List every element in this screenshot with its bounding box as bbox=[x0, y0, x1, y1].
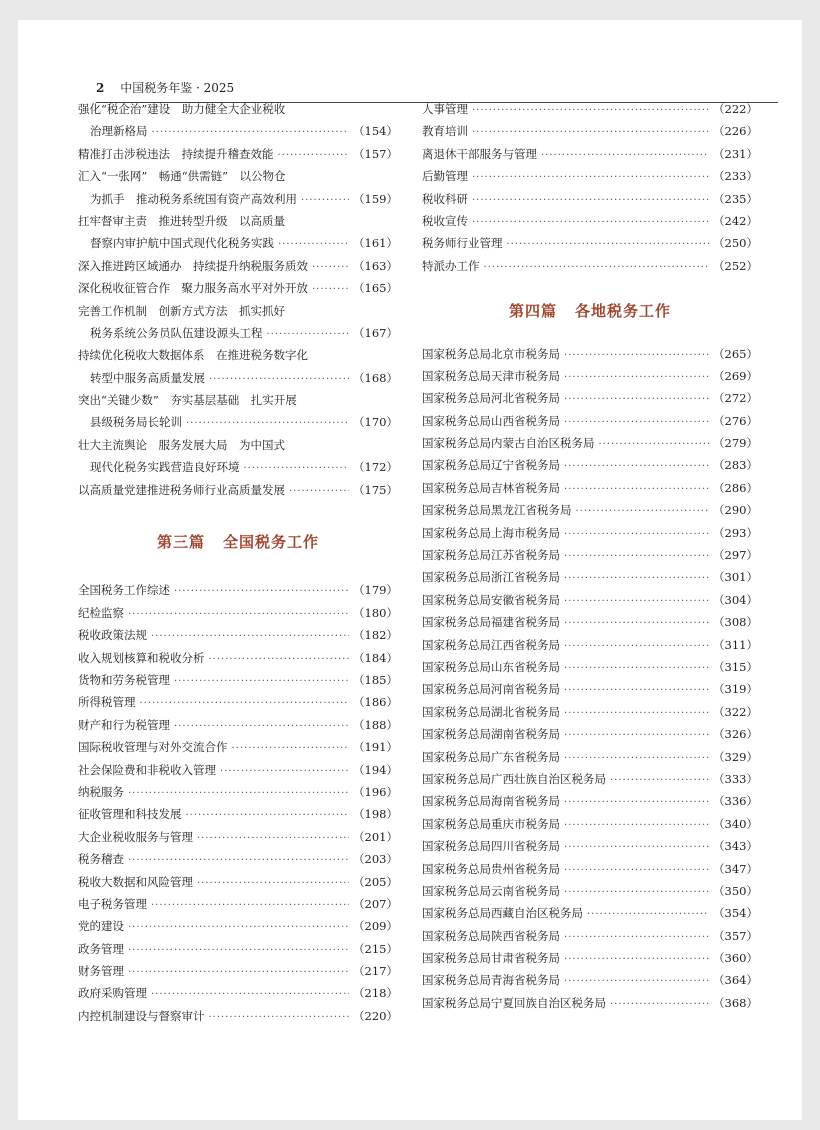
toc-entry-page: （182） bbox=[353, 628, 398, 643]
dot-leader bbox=[186, 413, 349, 435]
toc-entry-title: 纪检监察 bbox=[78, 605, 124, 620]
dot-leader bbox=[564, 949, 709, 971]
toc-entry[interactable] bbox=[422, 477, 758, 499]
toc-entry[interactable] bbox=[422, 723, 758, 745]
toc-part4-entries bbox=[422, 343, 758, 1015]
toc-entry[interactable] bbox=[78, 893, 398, 915]
toc-entry-page: （157） bbox=[353, 146, 398, 161]
dot-leader bbox=[301, 190, 349, 212]
toc-entry-title: 国家税务总局安徽省税务局 bbox=[422, 592, 560, 607]
toc-entry-title: 现代化税务实践营造良好环境 bbox=[90, 460, 240, 475]
toc-entry-page: （209） bbox=[353, 919, 398, 934]
toc-entry-page: （315） bbox=[713, 659, 758, 674]
dot-leader bbox=[564, 479, 709, 501]
toc-entry-title: 深入推进跨区域通办 持续提升纳税服务质效 bbox=[78, 258, 308, 273]
toc-entry[interactable] bbox=[78, 456, 398, 478]
toc-entry[interactable] bbox=[422, 188, 758, 210]
toc-entry[interactable] bbox=[78, 781, 398, 803]
toc-entry[interactable] bbox=[422, 768, 758, 790]
toc-entry[interactable] bbox=[78, 938, 398, 960]
toc-entry-title: 党的建设 bbox=[78, 919, 124, 934]
toc-entry-page: （276） bbox=[713, 413, 758, 428]
toc-entry[interactable] bbox=[422, 947, 758, 969]
dot-leader bbox=[267, 324, 350, 346]
dot-leader bbox=[128, 604, 349, 626]
section-title: 全国税务工作 bbox=[223, 533, 320, 552]
dot-leader bbox=[289, 481, 349, 503]
toc-entry-title: 税收政策法规 bbox=[78, 628, 147, 643]
toc-entry-title: 督察内审护航中国式现代化税务实践 bbox=[90, 236, 274, 251]
dot-leader bbox=[152, 122, 350, 144]
dot-leader bbox=[278, 145, 350, 167]
toc-entry[interactable] bbox=[78, 960, 398, 982]
dot-leader bbox=[576, 501, 710, 523]
toc-entry[interactable] bbox=[422, 165, 758, 187]
toc-entry-title: 财务管理 bbox=[78, 964, 124, 979]
toc-entry-title: 国家税务总局陕西省税务局 bbox=[422, 928, 560, 943]
toc-entry-title: 收入规划核算和税收分析 bbox=[78, 650, 205, 665]
toc-entry[interactable] bbox=[78, 691, 398, 713]
section-part-label: 第三篇 bbox=[156, 533, 205, 552]
toc-entry-page: （161） bbox=[353, 236, 398, 251]
dot-leader bbox=[587, 904, 709, 926]
toc-entry[interactable] bbox=[422, 387, 758, 409]
toc-entry-title: 国际税收管理与对外交流合作 bbox=[78, 740, 228, 755]
toc-entry[interactable] bbox=[78, 143, 398, 165]
dot-leader bbox=[564, 837, 709, 859]
toc-entry-page: （304） bbox=[713, 592, 758, 607]
toc-entry[interactable] bbox=[78, 759, 398, 781]
toc-entry-page: （336） bbox=[713, 794, 758, 809]
dot-leader bbox=[128, 783, 349, 805]
toc-entry-page: （354） bbox=[713, 906, 758, 921]
dot-leader bbox=[564, 345, 709, 367]
dot-leader bbox=[151, 895, 349, 917]
dot-leader bbox=[197, 873, 349, 895]
toc-entry-page: （217） bbox=[353, 964, 398, 979]
toc-entry[interactable] bbox=[422, 634, 758, 656]
toc-entry[interactable] bbox=[422, 143, 758, 165]
toc-entry-page: （185） bbox=[353, 672, 398, 687]
toc-left-column bbox=[78, 98, 398, 1027]
toc-entry-page: （329） bbox=[713, 749, 758, 764]
dot-leader bbox=[564, 568, 709, 590]
toc-entry-title: 为抓手 推动税务系统国有资产高效利用 bbox=[90, 191, 297, 206]
toc-entry-title: 县级税务局长轮训 bbox=[90, 415, 182, 430]
dot-leader bbox=[128, 962, 349, 984]
dot-leader bbox=[128, 917, 349, 939]
toc-entry[interactable] bbox=[422, 454, 758, 476]
toc-entry[interactable] bbox=[422, 544, 758, 566]
toc-entry-title: 税务稽查 bbox=[78, 852, 124, 867]
toc-entry-title: 国家税务总局青海省税务局 bbox=[422, 973, 560, 988]
dot-leader bbox=[484, 257, 710, 279]
toc-entry[interactable] bbox=[78, 411, 398, 433]
toc-entry-page: （272） bbox=[713, 391, 758, 406]
toc-entry-page: （319） bbox=[713, 682, 758, 697]
toc-entry[interactable] bbox=[422, 925, 758, 947]
toc-entry-title: 税务系统公务员队伍建设源头工程 bbox=[90, 325, 263, 340]
toc-entry-title: 特派办工作 bbox=[422, 258, 480, 273]
toc-entry-page: （205） bbox=[353, 874, 398, 889]
toc-entry-page: （286） bbox=[713, 480, 758, 495]
toc-entry[interactable] bbox=[422, 566, 758, 588]
toc-entry-line: 扛牢督审主责 推进转型升级 以高质量 bbox=[78, 213, 285, 228]
toc-entry-title: 全国税务工作综述 bbox=[78, 583, 170, 598]
toc-entry-page: （333） bbox=[713, 771, 758, 786]
toc-entry[interactable] bbox=[422, 365, 758, 387]
toc-entry[interactable] bbox=[78, 120, 398, 142]
toc-entry-line: 完善工作机制 创新方式方法 抓实抓好 bbox=[78, 303, 285, 318]
dot-leader bbox=[541, 145, 709, 167]
dot-leader bbox=[610, 770, 709, 792]
toc-entry-title: 国家税务总局山东省税务局 bbox=[422, 659, 560, 674]
toc-entry-page: （180） bbox=[353, 605, 398, 620]
toc-entry-page: （191） bbox=[353, 740, 398, 755]
toc-entry-page: （269） bbox=[713, 368, 758, 383]
dot-leader bbox=[564, 613, 709, 635]
toc-entry-page: （218） bbox=[353, 986, 398, 1001]
toc-left-entries bbox=[78, 98, 398, 501]
toc-entry[interactable] bbox=[422, 880, 758, 902]
toc-entry[interactable] bbox=[78, 479, 398, 501]
toc-entry[interactable] bbox=[422, 701, 758, 723]
toc-entry-title: 征收管理和科技发展 bbox=[78, 807, 182, 822]
dot-leader bbox=[174, 671, 349, 693]
dot-leader bbox=[209, 1007, 350, 1029]
toc-entry-title: 社会保险费和非税收入管理 bbox=[78, 762, 216, 777]
dot-leader bbox=[564, 456, 709, 478]
dot-leader bbox=[128, 940, 349, 962]
toc-entry[interactable] bbox=[78, 367, 398, 389]
dot-leader bbox=[312, 279, 349, 301]
toc-entry-title: 税收宣传 bbox=[422, 213, 468, 228]
toc-entry-title: 国家税务总局四川省税务局 bbox=[422, 839, 560, 854]
toc-entry-page: （364） bbox=[713, 973, 758, 988]
toc-entry-title: 大企业税收服务与管理 bbox=[78, 829, 193, 844]
toc-entry-title: 国家税务总局广东省税务局 bbox=[422, 749, 560, 764]
toc-entry-title: 国家税务总局浙江省税务局 bbox=[422, 570, 560, 585]
toc-entry-page: （322） bbox=[713, 704, 758, 719]
dot-leader bbox=[174, 581, 349, 603]
toc-entry-line: 突出“关键少数” 夯实基层基础 扎实开展 bbox=[78, 393, 297, 408]
toc-entry-title: 深化税收征管合作 聚力服务高水平对外开放 bbox=[78, 281, 308, 296]
toc-entry[interactable] bbox=[78, 579, 398, 601]
toc-entry-title: 国家税务总局宁夏回族自治区税务局 bbox=[422, 995, 606, 1010]
dot-leader bbox=[472, 100, 709, 122]
toc-entry-page: （340） bbox=[713, 816, 758, 831]
dot-leader bbox=[564, 524, 709, 546]
toc-entry[interactable] bbox=[422, 232, 758, 254]
dot-leader bbox=[174, 716, 349, 738]
dot-leader bbox=[128, 850, 349, 872]
toc-entry[interactable] bbox=[422, 678, 758, 700]
toc-entry[interactable] bbox=[78, 871, 398, 893]
dot-leader bbox=[564, 971, 709, 993]
toc-entry-page: （179） bbox=[353, 583, 398, 598]
dot-leader bbox=[220, 761, 349, 783]
dot-leader bbox=[564, 882, 709, 904]
toc-entry[interactable] bbox=[422, 746, 758, 768]
page-number: 2 bbox=[96, 81, 105, 95]
dot-leader bbox=[197, 828, 349, 850]
toc-entry[interactable] bbox=[422, 969, 758, 991]
toc-entry[interactable] bbox=[422, 813, 758, 835]
dot-leader bbox=[564, 367, 709, 389]
dot-leader bbox=[599, 434, 710, 456]
toc-entry-line: 汇入“一张网” 畅通“供需链” 以公物仓 bbox=[78, 169, 286, 184]
toc-entry-page: （196） bbox=[353, 784, 398, 799]
toc-entry[interactable] bbox=[422, 611, 758, 633]
toc-entry-title: 国家税务总局内蒙古自治区税务局 bbox=[422, 436, 595, 451]
dot-leader bbox=[564, 546, 709, 568]
dot-leader bbox=[140, 693, 350, 715]
toc-entry[interactable] bbox=[78, 915, 398, 937]
toc-entry-title: 国家税务总局河南省税务局 bbox=[422, 682, 560, 697]
toc-entry[interactable] bbox=[422, 589, 758, 611]
toc-entry[interactable] bbox=[78, 669, 398, 691]
toc-entry-page: （154） bbox=[353, 124, 398, 139]
toc-entry-title: 后勤管理 bbox=[422, 169, 468, 184]
dot-leader bbox=[564, 389, 709, 411]
toc-entry-page: （290） bbox=[713, 503, 758, 518]
toc-entry-title: 国家税务总局北京市税务局 bbox=[422, 346, 560, 361]
toc-entry[interactable] bbox=[78, 736, 398, 758]
dot-leader bbox=[564, 860, 709, 882]
toc-entry-title: 国家税务总局甘肃省税务局 bbox=[422, 951, 560, 966]
toc-entry-page: （215） bbox=[353, 941, 398, 956]
toc-entry-title: 内控机制建设与督察审计 bbox=[78, 1008, 205, 1023]
toc-entry-page: （188） bbox=[353, 717, 398, 732]
toc-entry-title: 国家税务总局天津市税务局 bbox=[422, 368, 560, 383]
toc-entry-title: 税务师行业管理 bbox=[422, 236, 503, 251]
toc-entry-title: 国家税务总局山西省税务局 bbox=[422, 413, 560, 428]
toc-entry-title: 国家税务总局西藏自治区税务局 bbox=[422, 906, 583, 921]
toc-entry-line: 壮大主流舆论 服务发展大局 为中国式 bbox=[78, 437, 285, 452]
dot-leader bbox=[564, 927, 709, 949]
toc-entry-title: 以高质量党建推进税务师行业高质量发展 bbox=[78, 482, 285, 497]
dot-leader bbox=[278, 234, 349, 256]
toc-entry-page: （250） bbox=[713, 236, 758, 251]
section-title: 各地税务工作 bbox=[575, 302, 672, 321]
dot-leader bbox=[472, 167, 709, 189]
toc-entry-line: 持续优化税收大数据体系 在推进税务数字化 bbox=[78, 348, 308, 363]
toc-entry-page: （165） bbox=[353, 281, 398, 296]
toc-entry[interactable] bbox=[422, 992, 758, 1014]
toc-entry[interactable] bbox=[78, 322, 398, 344]
toc-entry-page: （368） bbox=[713, 995, 758, 1010]
toc-entry[interactable] bbox=[422, 410, 758, 432]
toc-entry-title: 所得税管理 bbox=[78, 695, 136, 710]
toc-entry-page: （343） bbox=[713, 839, 758, 854]
dot-leader bbox=[564, 815, 709, 837]
toc-entry-title: 国家税务总局海南省税务局 bbox=[422, 794, 560, 809]
dot-leader bbox=[564, 680, 709, 702]
dot-leader bbox=[151, 626, 349, 648]
toc-entry-page: （297） bbox=[713, 548, 758, 563]
toc-entry-page: （163） bbox=[353, 258, 398, 273]
toc-entry[interactable] bbox=[422, 835, 758, 857]
toc-entry-title: 人事管理 bbox=[422, 102, 468, 116]
toc-entry[interactable] bbox=[422, 790, 758, 812]
toc-entry-page: （235） bbox=[713, 191, 758, 206]
toc-entry[interactable] bbox=[422, 255, 758, 277]
dot-leader bbox=[564, 412, 709, 434]
toc-entry-title: 精准打击涉税违法 持续提升稽查效能 bbox=[78, 146, 274, 161]
toc-entry-line: 强化“税企治”建设 助力健全大企业税收 bbox=[78, 102, 286, 116]
dot-leader bbox=[472, 212, 709, 234]
dot-leader bbox=[244, 458, 350, 480]
dot-leader bbox=[232, 738, 350, 760]
toc-entry[interactable] bbox=[422, 343, 758, 365]
toc-entry-page: （226） bbox=[713, 124, 758, 139]
toc-entry-title: 财产和行为税管理 bbox=[78, 717, 170, 732]
toc-entry-title: 国家税务总局湖南省税务局 bbox=[422, 727, 560, 742]
toc-entry-page: （265） bbox=[713, 346, 758, 361]
toc-entry-title: 国家税务总局吉林省税务局 bbox=[422, 480, 560, 495]
section-heading-part4 bbox=[422, 300, 758, 322]
toc-entry[interactable] bbox=[78, 826, 398, 848]
toc-entry-title: 税收大数据和风险管理 bbox=[78, 874, 193, 889]
toc-entry-page: （242） bbox=[713, 213, 758, 228]
dot-leader bbox=[564, 591, 709, 613]
dot-leader bbox=[151, 984, 349, 1006]
dot-leader bbox=[564, 748, 709, 770]
toc-entry-page: （231） bbox=[713, 146, 758, 161]
dot-leader bbox=[186, 805, 350, 827]
toc-entry-title: 国家税务总局福建省税务局 bbox=[422, 615, 560, 630]
toc-entry[interactable] bbox=[422, 656, 758, 678]
toc-entry-page: （357） bbox=[713, 928, 758, 943]
toc-entry-page: （293） bbox=[713, 525, 758, 540]
toc-entry[interactable] bbox=[422, 858, 758, 880]
dot-leader bbox=[209, 649, 350, 671]
toc-part3-entries bbox=[78, 579, 398, 1027]
toc-entry-page: （233） bbox=[713, 169, 758, 184]
toc-entry[interactable] bbox=[78, 232, 398, 254]
toc-entry-title: 国家税务总局黑龙江省税务局 bbox=[422, 503, 572, 518]
toc-entry-page: （301） bbox=[713, 570, 758, 585]
toc-entry-page: （203） bbox=[353, 852, 398, 867]
toc-entry-page: （172） bbox=[353, 460, 398, 475]
dot-leader bbox=[564, 658, 709, 680]
toc-entry-title: 教育培训 bbox=[422, 124, 468, 139]
dot-leader bbox=[507, 234, 710, 256]
toc-entry[interactable] bbox=[78, 1005, 398, 1027]
toc-entry-title: 国家税务总局辽宁省税务局 bbox=[422, 458, 560, 473]
dot-leader bbox=[564, 725, 709, 747]
toc-entry-page: （167） bbox=[353, 325, 398, 340]
toc-entry[interactable] bbox=[78, 982, 398, 1004]
dot-leader bbox=[472, 190, 709, 212]
toc-entry-title: 国家税务总局湖北省税务局 bbox=[422, 704, 560, 719]
toc-entry-title: 税收科研 bbox=[422, 191, 468, 206]
toc-entry[interactable] bbox=[78, 602, 398, 624]
toc-entry-page: （220） bbox=[353, 1008, 398, 1023]
dot-leader bbox=[312, 257, 349, 279]
toc-entry-page: （184） bbox=[353, 650, 398, 665]
toc-entry[interactable] bbox=[422, 522, 758, 544]
toc-entry-page: （311） bbox=[713, 637, 758, 652]
dot-leader bbox=[564, 792, 709, 814]
toc-entry[interactable] bbox=[422, 432, 758, 454]
toc-entry[interactable] bbox=[78, 624, 398, 646]
toc-entry-page: （175） bbox=[353, 482, 398, 497]
toc-entry-page: （201） bbox=[353, 829, 398, 844]
toc-entry-page: （194） bbox=[353, 762, 398, 777]
section-part-label: 第四篇 bbox=[508, 302, 557, 321]
dot-leader bbox=[472, 122, 709, 144]
toc-entry-title: 货物和劳务税管理 bbox=[78, 672, 170, 687]
toc-entry[interactable] bbox=[422, 210, 758, 232]
dot-leader bbox=[564, 703, 709, 725]
toc-entry-title: 政务管理 bbox=[78, 941, 124, 956]
dot-leader bbox=[610, 994, 709, 1016]
toc-entry-page: （168） bbox=[353, 370, 398, 385]
book-title: 中国税务年鉴 · 2025 bbox=[120, 81, 235, 95]
toc-entry-page: （283） bbox=[713, 458, 758, 473]
toc-right-top-entries bbox=[422, 98, 758, 277]
toc-entry-title: 国家税务总局江西省税务局 bbox=[422, 637, 560, 652]
toc-entry[interactable] bbox=[78, 188, 398, 210]
toc-entry-page: （360） bbox=[713, 951, 758, 966]
toc-entry-title: 国家税务总局重庆市税务局 bbox=[422, 816, 560, 831]
toc-entry-title: 转型中服务高质量发展 bbox=[90, 370, 205, 385]
toc-entry[interactable] bbox=[422, 499, 758, 521]
toc-entry-page: （350） bbox=[713, 883, 758, 898]
toc-entry[interactable] bbox=[78, 803, 398, 825]
toc-entry-title: 电子税务管理 bbox=[78, 896, 147, 911]
toc-entry-page: （186） bbox=[353, 695, 398, 710]
toc-entry-title: 政府采购管理 bbox=[78, 986, 147, 1001]
toc-entry-page: （198） bbox=[353, 807, 398, 822]
toc-entry-title: 纳税服务 bbox=[78, 784, 124, 799]
toc-entry-title: 国家税务总局江苏省税务局 bbox=[422, 548, 560, 563]
toc-entry-title: 国家税务总局贵州省税务局 bbox=[422, 861, 560, 876]
toc-entry-title: 离退休干部服务与管理 bbox=[422, 146, 537, 161]
toc-entry-page: （222） bbox=[713, 102, 758, 116]
toc-entry-page: （326） bbox=[713, 727, 758, 742]
toc-entry-page: （207） bbox=[353, 896, 398, 911]
toc-right-column bbox=[422, 98, 758, 1014]
toc-entry-title: 国家税务总局云南省税务局 bbox=[422, 883, 560, 898]
toc-entry-page: （347） bbox=[713, 861, 758, 876]
toc-entry[interactable] bbox=[78, 647, 398, 669]
toc-entry-title: 国家税务总局广西壮族自治区税务局 bbox=[422, 771, 606, 786]
toc-entry[interactable] bbox=[78, 277, 398, 299]
toc-entry-title: 国家税务总局上海市税务局 bbox=[422, 525, 560, 540]
toc-entry[interactable] bbox=[422, 120, 758, 142]
toc-entry-page: （308） bbox=[713, 615, 758, 630]
toc-entry-page: （279） bbox=[713, 436, 758, 451]
toc-entry[interactable] bbox=[78, 255, 398, 277]
toc-entry-title: 国家税务总局河北省税务局 bbox=[422, 391, 560, 406]
toc-entry[interactable] bbox=[78, 714, 398, 736]
dot-leader bbox=[564, 636, 709, 658]
toc-entry-page: （159） bbox=[353, 191, 398, 206]
dot-leader bbox=[209, 369, 349, 391]
toc-entry[interactable] bbox=[422, 98, 758, 120]
toc-entry-page: （252） bbox=[713, 258, 758, 273]
toc-entry-title: 治理新格局 bbox=[90, 124, 148, 139]
toc-entry[interactable] bbox=[422, 902, 758, 924]
section-heading-part3 bbox=[78, 531, 398, 553]
toc-entry-page: （170） bbox=[353, 415, 398, 430]
toc-entry[interactable] bbox=[78, 848, 398, 870]
